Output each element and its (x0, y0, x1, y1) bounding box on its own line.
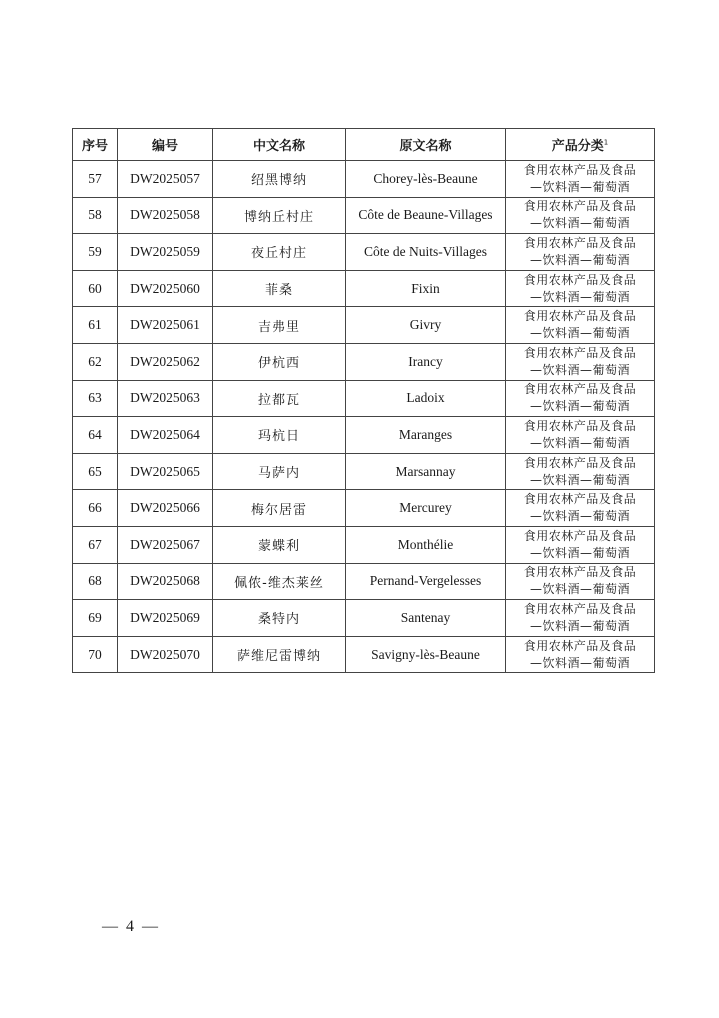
category-line: 食用农林产品及食品 (523, 382, 637, 397)
cell-chinese-name: 菲桑 (213, 270, 346, 307)
cell-serial-no: 67 (73, 526, 118, 563)
cell-serial-no: 64 (73, 417, 118, 454)
table-header-row (73, 129, 655, 161)
table-row (73, 343, 655, 380)
header-original-name: 原文名称 (346, 129, 506, 161)
cell-product-category (506, 453, 655, 490)
table-row (73, 234, 655, 271)
cell-code: DW2025059 (118, 234, 213, 271)
cell-chinese-name: 伊杭西 (213, 343, 346, 380)
category-line: 食用农林产品及食品 (523, 162, 637, 177)
cell-chinese-name: 佩侬-维杰莱丝 (213, 563, 346, 600)
cell-code: DW2025064 (118, 417, 213, 454)
cell-code: DW2025057 (118, 161, 213, 198)
cell-product-category (506, 526, 655, 563)
cell-product-category (506, 490, 655, 527)
table-row (73, 490, 655, 527)
cell-code: DW2025066 (118, 490, 213, 527)
cell-chinese-name: 桑特内 (213, 600, 346, 637)
header-chinese-name: 中文名称 (213, 129, 346, 161)
cell-original-name: Chorey-lès-Beaune (346, 161, 506, 198)
table-row (73, 197, 655, 234)
cell-code: DW2025060 (118, 270, 213, 307)
cell-original-name: Pernand-Vergelesses (346, 563, 506, 600)
cell-product-category (506, 343, 655, 380)
footnote-marker: 1 (603, 138, 609, 147)
cell-original-name: Fixin (346, 270, 506, 307)
table-row (73, 270, 655, 307)
header-product-category (506, 129, 655, 161)
category-line: —饮料酒—葡萄酒 (529, 362, 630, 377)
table-body (73, 161, 655, 673)
cell-original-name: Mercurey (346, 490, 506, 527)
category-line: 食用农林产品及食品 (523, 345, 637, 360)
category-line: —饮料酒—葡萄酒 (529, 179, 630, 194)
cell-chinese-name: 玛杭日 (213, 417, 346, 454)
cell-product-category (506, 380, 655, 417)
table-row (73, 600, 655, 637)
category-line: —饮料酒—葡萄酒 (529, 472, 630, 487)
table-row (73, 526, 655, 563)
table-row (73, 563, 655, 600)
table-row (73, 307, 655, 344)
category-line: —饮料酒—葡萄酒 (529, 618, 630, 633)
category-line: —饮料酒—葡萄酒 (529, 582, 630, 597)
cell-original-name: Savigny-lès-Beaune (346, 636, 506, 673)
cell-chinese-name: 蒙蝶利 (213, 526, 346, 563)
category-line: 食用农林产品及食品 (523, 455, 637, 470)
table-row (73, 417, 655, 454)
category-line: —饮料酒—葡萄酒 (529, 399, 630, 414)
cell-chinese-name: 拉都瓦 (213, 380, 346, 417)
cell-product-category (506, 563, 655, 600)
cell-serial-no: 65 (73, 453, 118, 490)
header-code: 编号 (118, 129, 213, 161)
table-row (73, 380, 655, 417)
cell-serial-no: 57 (73, 161, 118, 198)
cell-chinese-name: 马萨内 (213, 453, 346, 490)
cell-product-category (506, 636, 655, 673)
category-line: —饮料酒—葡萄酒 (529, 216, 630, 231)
category-line: 食用农林产品及食品 (523, 492, 637, 507)
category-line: 食用农林产品及食品 (523, 601, 637, 616)
cell-product-category (506, 161, 655, 198)
cell-product-category (506, 197, 655, 234)
cell-code: DW2025065 (118, 453, 213, 490)
category-line: —饮料酒—葡萄酒 (529, 545, 630, 560)
cell-product-category (506, 417, 655, 454)
cell-product-category (506, 270, 655, 307)
gi-list-table (72, 128, 655, 673)
category-line: —饮料酒—葡萄酒 (529, 435, 630, 450)
cell-serial-no: 63 (73, 380, 118, 417)
cell-original-name: Ladoix (346, 380, 506, 417)
header-category-label: 产品分类 (551, 139, 604, 154)
cell-code: DW2025067 (118, 526, 213, 563)
category-line: —饮料酒—葡萄酒 (529, 252, 630, 267)
cell-serial-no: 61 (73, 307, 118, 344)
cell-product-category (506, 307, 655, 344)
header-serial-no: 序号 (73, 129, 118, 161)
category-line: 食用农林产品及食品 (523, 418, 637, 433)
category-line: —饮料酒—葡萄酒 (529, 509, 630, 524)
cell-product-category (506, 234, 655, 271)
cell-serial-no: 70 (73, 636, 118, 673)
cell-code: DW2025063 (118, 380, 213, 417)
cell-original-name: Irancy (346, 343, 506, 380)
cell-chinese-name: 博纳丘村庄 (213, 197, 346, 234)
cell-chinese-name: 夜丘村庄 (213, 234, 346, 271)
cell-serial-no: 66 (73, 490, 118, 527)
cell-product-category (506, 600, 655, 637)
cell-chinese-name: 萨维尼雷博纳 (213, 636, 346, 673)
cell-code: DW2025070 (118, 636, 213, 673)
cell-serial-no: 59 (73, 234, 118, 271)
cell-chinese-name: 梅尔居雷 (213, 490, 346, 527)
table-row (73, 453, 655, 490)
cell-code: DW2025062 (118, 343, 213, 380)
table-row (73, 161, 655, 198)
cell-code: DW2025068 (118, 563, 213, 600)
cell-serial-no: 60 (73, 270, 118, 307)
cell-code: DW2025069 (118, 600, 213, 637)
category-line: 食用农林产品及食品 (523, 528, 637, 543)
cell-original-name: Givry (346, 307, 506, 344)
cell-serial-no: 58 (73, 197, 118, 234)
category-line: 食用农林产品及食品 (523, 565, 637, 580)
category-line: 食用农林产品及食品 (523, 199, 637, 214)
category-line: 食用农林产品及食品 (523, 272, 637, 287)
category-line: 食用农林产品及食品 (523, 309, 637, 324)
cell-original-name: Monthélie (346, 526, 506, 563)
page-number: — 4 — (102, 918, 160, 935)
cell-code: DW2025061 (118, 307, 213, 344)
category-line: 食用农林产品及食品 (523, 638, 637, 653)
cell-original-name: Santenay (346, 600, 506, 637)
cell-serial-no: 68 (73, 563, 118, 600)
category-line: 食用农林产品及食品 (523, 235, 637, 250)
category-line: —饮料酒—葡萄酒 (529, 326, 630, 341)
cell-chinese-name: 吉弗里 (213, 307, 346, 344)
cell-code: DW2025058 (118, 197, 213, 234)
cell-serial-no: 69 (73, 600, 118, 637)
cell-original-name: Marsannay (346, 453, 506, 490)
category-line: —饮料酒—葡萄酒 (529, 655, 630, 670)
cell-chinese-name: 绍黑博纳 (213, 161, 346, 198)
cell-original-name: Côte de Beaune-Villages (346, 197, 506, 234)
cell-original-name: Côte de Nuits-Villages (346, 234, 506, 271)
table-row (73, 636, 655, 673)
category-line: —饮料酒—葡萄酒 (529, 289, 630, 304)
cell-original-name: Maranges (346, 417, 506, 454)
cell-serial-no: 62 (73, 343, 118, 380)
